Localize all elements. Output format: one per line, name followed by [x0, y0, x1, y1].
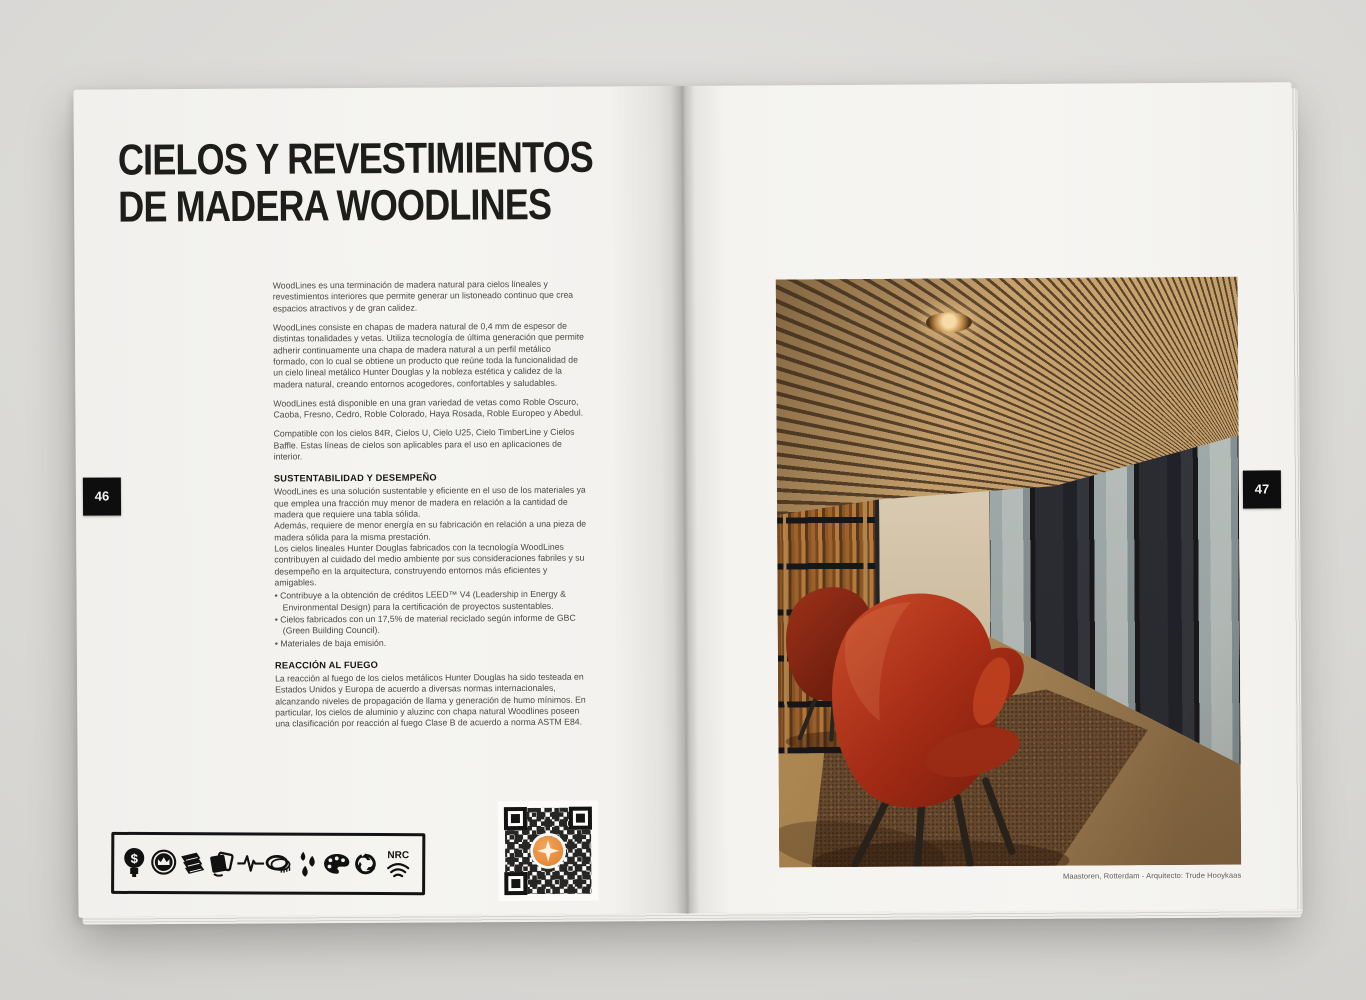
humidity-resistant-icon — [294, 846, 321, 882]
paragraph: La reacción al fuego de los cielos metálicos Hunter Douglas ha sido testeada en Estados Unidos y Europa de acuerdo a diversas normas internacionales, alcanzando niveles de propagación de llama y generación de humo mínimos. En particular, los cielos de aluminio y aluzinc con chapa natural Woodlines poseen una clasificación por reacción al fuego Clase B de acuerdo a norma ASTM E84. — [275, 671, 586, 729]
svg-text:$: $ — [131, 850, 139, 866]
acoustic-pulse-icon — [237, 845, 264, 881]
sustainability-bullet-list — [275, 589, 589, 649]
interior-photo — [776, 277, 1242, 868]
nrc-label: NRC — [387, 850, 410, 862]
paragraph: WoodLines es una terminación de madera natural para cielos lineales y revestimientos interiores que permite generar un listoneado continuo que crea espacios atractivos y de gran calidez. — [272, 278, 574, 314]
qr-code — [502, 805, 595, 898]
recyclable-icon — [352, 846, 379, 882]
bullet-item: • Cielos fabricados con un 17,5% de material reciclado según informe de GBC (Green Building Council). — [275, 612, 589, 637]
paragraph: WoodLines es una solución sustentable y eficiente en el uso de los materiales ya que emplea una fracción muy menor de madera en relación a la cantidad de madera que requiere una tabla sólida. — [273, 485, 586, 520]
quality-seal-icon — [150, 845, 177, 881]
paragraph: Compatible con los cielos 84R, Cielos U, Cielo U25, Cielo TimberLine y Cielos Baffle. Estas líneas de cielos son aplicables para el uso en aplicaciones de interior. — [273, 427, 575, 462]
brand-star-icon — [533, 836, 563, 866]
section-heading-sustainability: SUSTENTABILIDAD Y DESEMPEÑO — [273, 472, 437, 484]
left-page — [73, 86, 687, 918]
paragraph: Además, requiere de menor energía en su fabricación en relación a una pieza de madera sólida para la misma prestación. — [274, 518, 587, 543]
color-variety-icon — [323, 846, 350, 882]
panel-finishes-icon — [179, 845, 206, 881]
section-heading-fire: REACCIÓN AL FUEGO — [274, 659, 379, 671]
page-number-right: 47 — [1243, 470, 1281, 508]
catalog-book — [73, 82, 1296, 917]
title-line-1: CIELOS Y REVESTIMIENTOS — [117, 132, 594, 185]
title-line-2: DE MADERA WOODLINES — [118, 179, 552, 232]
easy-installation-icon — [208, 845, 235, 881]
body-text-column — [273, 279, 590, 738]
energy-savings-icon — [121, 845, 148, 881]
paragraph: WoodLines está disponible en una gran variedad de vetas como Roble Oscuro, Caoba, Fresno, Cedro, Roble Colorado, Haya Rosada, Roble Europeo y Abedul. — [273, 396, 584, 420]
bullet-item: • Contribuye a la obtención de créditos LEED™ V4 (Leadership in Energy & Environmental Design) para la certificación de proyectos sustentables. — [275, 589, 589, 614]
page-number-left: 46 — [83, 477, 121, 515]
flexibility-icon — [266, 846, 293, 882]
photo-caption: Maastoren, Rotterdam - Arquitecto: Trude Hooykaas — [1062, 870, 1242, 881]
feature-icons-strip — [111, 832, 425, 895]
page-title — [117, 132, 658, 232]
paragraph: WoodLines consiste en chapas de madera natural de 0,4 mm de espesor de distintas tonalidades y vetas. Utiliza tecnología de última generación que permite adherir continuamente una chapa de madera natural a un perfil metálico formado, con lo cual se obtiene un producto que reúne toda la funcionalidad de un cielo lineal metálico Hunter Douglas y la nobleza estética y calidez de la madera natural, creando entornos acogedores, confortables y saludables. — [272, 320, 585, 390]
paragraph: Los cielos lineales Hunter Douglas fabricados con la tecnología WoodLines contribuyen al cuidado del medio ambiente por sus consideraciones fabriles y su desempeño en la arquitectura, construyendo entornos más eficientes y amigables. — [274, 541, 585, 588]
bullet-item: • Materiales de baja emisión. — [275, 636, 589, 649]
qr-finder-topleft — [504, 807, 527, 830]
photo-vignette — [776, 277, 1242, 868]
qr-finder-bottomleft — [504, 872, 527, 895]
right-page — [682, 82, 1296, 914]
nrc-acoustic-icon — [381, 846, 415, 882]
qr-finder-topright — [569, 807, 592, 830]
